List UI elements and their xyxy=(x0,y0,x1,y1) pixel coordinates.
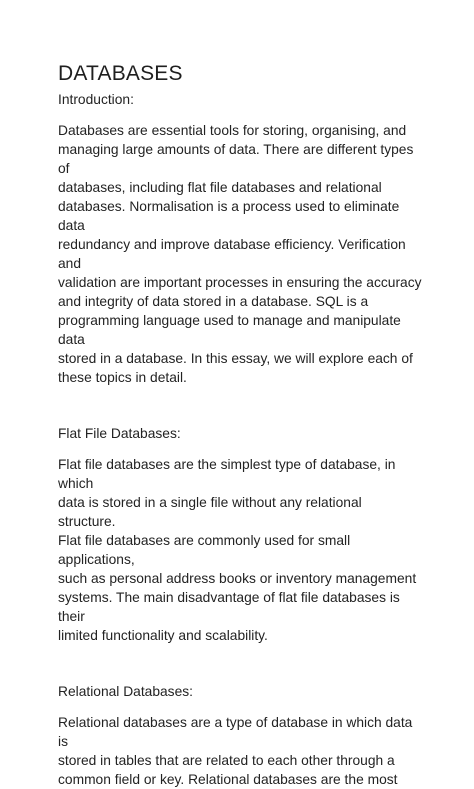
section-heading-introduction: Introduction: xyxy=(58,92,134,107)
section-spacer xyxy=(58,645,422,682)
section-flat-file-databases xyxy=(58,424,422,645)
document-title: DATABASES xyxy=(58,62,183,85)
paragraph-flat-file-databases: Flat file databases are the simplest type of database, in which data is stored in a single file without any relational structure. Flat file databases are commonly used for small applications, such as personal address books or inventory management systems. The main disadvantage of flat file databases is their limited functionality and scalability. xyxy=(58,457,417,643)
section-introduction xyxy=(58,90,422,387)
section-heading-flat-file-databases: Flat File Databases: xyxy=(58,426,181,441)
section-relational-databases xyxy=(58,682,422,789)
paragraph-introduction: Databases are essential tools for storing, organising, and managing large amounts of data. There are different types of databases, including flat file databases and relational databases. Normalisation is a process used to eliminate data redundancy and improve database efficiency. Verification and validation are important processes in ensuring the accuracy and integrity of data stored in a database. SQL is a programming language used to manage and manipulate data stored in a database. In this essay, we will explore each of these topics in detail. xyxy=(58,123,422,385)
document-page xyxy=(58,62,422,789)
section-spacer xyxy=(58,387,422,424)
paragraph-relational-databases: Relational databases are a type of database in which data is stored in tables that are related to each other through a common field or key. Relational databases are the most xyxy=(58,715,413,787)
section-heading-relational-databases: Relational Databases: xyxy=(58,684,193,699)
